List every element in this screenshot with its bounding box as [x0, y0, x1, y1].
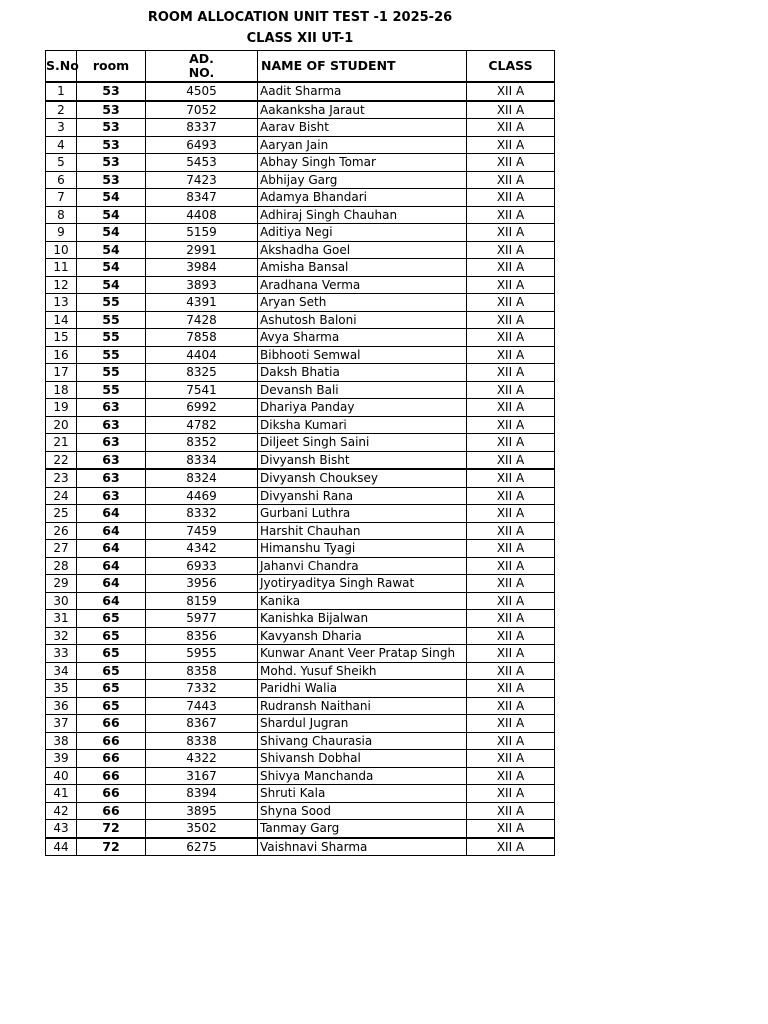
cell-student-name: Avya Sharma [258, 329, 467, 347]
cell-class: XII A [467, 224, 555, 242]
cell-class: XII A [467, 416, 555, 434]
cell-sno: 42 [46, 802, 77, 820]
cell-ad-no: 5453 [146, 154, 258, 172]
cell-student-name: Abhijay Garg [258, 171, 467, 189]
table-row [46, 224, 555, 242]
cell-student-name: Kanika [258, 592, 467, 610]
table-row [46, 610, 555, 628]
cell-sno: 1 [46, 82, 77, 101]
table-row [46, 469, 555, 487]
document-subtitle: CLASS XII UT-1 [246, 31, 354, 46]
cell-class: XII A [467, 820, 555, 838]
table-row [46, 820, 555, 838]
cell-student-name: Aaryan Jain [258, 136, 467, 154]
cell-ad-no: 8347 [146, 189, 258, 207]
cell-sno: 22 [46, 451, 77, 469]
cell-class: XII A [467, 785, 555, 803]
table-row [46, 715, 555, 733]
cell-room: 64 [77, 575, 146, 593]
cell-room: 55 [77, 329, 146, 347]
cell-student-name: Divyansh Chouksey [258, 469, 467, 487]
table-row [46, 505, 555, 523]
cell-room: 65 [77, 697, 146, 715]
table-row [46, 311, 555, 329]
cell-ad-no: 7332 [146, 680, 258, 698]
cell-class: XII A [467, 697, 555, 715]
cell-ad-no: 3893 [146, 276, 258, 294]
cell-sno: 12 [46, 276, 77, 294]
cell-class: XII A [467, 82, 555, 101]
table-row [46, 101, 555, 119]
cell-room: 54 [77, 259, 146, 277]
cell-sno: 2 [46, 101, 77, 119]
cell-room: 64 [77, 505, 146, 523]
cell-ad-no: 8367 [146, 715, 258, 733]
cell-sno: 31 [46, 610, 77, 628]
cell-room: 65 [77, 680, 146, 698]
cell-class: XII A [467, 505, 555, 523]
cell-class: XII A [467, 259, 555, 277]
cell-sno: 41 [46, 785, 77, 803]
cell-sno: 10 [46, 241, 77, 259]
table-row [46, 785, 555, 803]
cell-room: 66 [77, 732, 146, 750]
cell-class: XII A [467, 451, 555, 469]
header-ad-no [146, 51, 258, 83]
cell-student-name: Shyna Sood [258, 802, 467, 820]
cell-room: 54 [77, 276, 146, 294]
header-class: CLASS [467, 51, 555, 83]
cell-room: 53 [77, 136, 146, 154]
cell-sno: 28 [46, 557, 77, 575]
table-row [46, 276, 555, 294]
cell-room: 63 [77, 487, 146, 505]
cell-sno: 11 [46, 259, 77, 277]
table-row [46, 540, 555, 558]
cell-ad-no: 7423 [146, 171, 258, 189]
cell-sno: 30 [46, 592, 77, 610]
cell-student-name: Himanshu Tyagi [258, 540, 467, 558]
cell-ad-no: 6275 [146, 838, 258, 856]
cell-sno: 33 [46, 645, 77, 663]
cell-sno: 9 [46, 224, 77, 242]
table-row [46, 294, 555, 312]
cell-sno: 32 [46, 627, 77, 645]
cell-ad-no: 4342 [146, 540, 258, 558]
cell-room: 66 [77, 802, 146, 820]
cell-ad-no: 4391 [146, 294, 258, 312]
cell-ad-no: 2991 [146, 241, 258, 259]
cell-room: 63 [77, 399, 146, 417]
cell-room: 66 [77, 750, 146, 768]
cell-class: XII A [467, 645, 555, 663]
cell-sno: 24 [46, 487, 77, 505]
cell-class: XII A [467, 487, 555, 505]
cell-class: XII A [467, 434, 555, 452]
cell-ad-no: 8394 [146, 785, 258, 803]
cell-student-name: Divyanshi Rana [258, 487, 467, 505]
cell-student-name: Diksha Kumari [258, 416, 467, 434]
cell-ad-no: 8356 [146, 627, 258, 645]
cell-room: 55 [77, 364, 146, 382]
cell-sno: 43 [46, 820, 77, 838]
cell-sno: 6 [46, 171, 77, 189]
cell-student-name: Shruti Kala [258, 785, 467, 803]
cell-student-name: Adhiraj Singh Chauhan [258, 206, 467, 224]
cell-student-name: Shardul Jugran [258, 715, 467, 733]
cell-ad-no: 3502 [146, 820, 258, 838]
table-row [46, 206, 555, 224]
cell-ad-no: 7459 [146, 522, 258, 540]
cell-class: XII A [467, 662, 555, 680]
cell-ad-no: 5955 [146, 645, 258, 663]
cell-ad-no: 7428 [146, 311, 258, 329]
cell-room: 53 [77, 154, 146, 172]
cell-class: XII A [467, 329, 555, 347]
table-row [46, 241, 555, 259]
cell-sno: 39 [46, 750, 77, 768]
cell-room: 72 [77, 838, 146, 856]
cell-room: 64 [77, 592, 146, 610]
cell-student-name: Paridhi Walia [258, 680, 467, 698]
cell-ad-no: 3167 [146, 767, 258, 785]
cell-class: XII A [467, 767, 555, 785]
cell-class: XII A [467, 592, 555, 610]
cell-class: XII A [467, 627, 555, 645]
cell-ad-no: 7443 [146, 697, 258, 715]
cell-sno: 44 [46, 838, 77, 856]
header-row [46, 51, 555, 83]
cell-sno: 4 [46, 136, 77, 154]
cell-student-name: Harshit Chauhan [258, 522, 467, 540]
cell-student-name: Kanishka Bijalwan [258, 610, 467, 628]
cell-student-name: Ashutosh Baloni [258, 311, 467, 329]
cell-ad-no: 3895 [146, 802, 258, 820]
table-row [46, 802, 555, 820]
cell-sno: 16 [46, 346, 77, 364]
cell-ad-no: 4782 [146, 416, 258, 434]
cell-class: XII A [467, 838, 555, 856]
cell-ad-no: 3956 [146, 575, 258, 593]
cell-class: XII A [467, 101, 555, 119]
cell-class: XII A [467, 575, 555, 593]
cell-student-name: Aarav Bisht [258, 119, 467, 137]
cell-sno: 3 [46, 119, 77, 137]
cell-class: XII A [467, 171, 555, 189]
table-row [46, 451, 555, 469]
table-header [46, 51, 555, 83]
cell-class: XII A [467, 364, 555, 382]
header-ad-no-line2: NO. [188, 65, 215, 80]
cell-ad-no: 8358 [146, 662, 258, 680]
cell-room: 64 [77, 522, 146, 540]
cell-ad-no: 6992 [146, 399, 258, 417]
table-row [46, 522, 555, 540]
cell-student-name: Aryan Seth [258, 294, 467, 312]
cell-student-name: Diljeet Singh Saini [258, 434, 467, 452]
cell-class: XII A [467, 119, 555, 137]
cell-class: XII A [467, 522, 555, 540]
cell-room: 65 [77, 662, 146, 680]
table-row [46, 119, 555, 137]
table-row [46, 259, 555, 277]
table-row [46, 592, 555, 610]
table-row [46, 662, 555, 680]
cell-student-name: Kunwar Anant Veer Pratap Singh [258, 645, 467, 663]
table-row [46, 171, 555, 189]
cell-sno: 7 [46, 189, 77, 207]
cell-room: 66 [77, 767, 146, 785]
cell-class: XII A [467, 311, 555, 329]
cell-student-name: Gurbani Luthra [258, 505, 467, 523]
cell-room: 54 [77, 241, 146, 259]
cell-student-name: Jyotiryaditya Singh Rawat [258, 575, 467, 593]
cell-ad-no: 5977 [146, 610, 258, 628]
cell-class: XII A [467, 381, 555, 399]
cell-room: 63 [77, 416, 146, 434]
header-sno: S.No [46, 51, 77, 83]
cell-room: 64 [77, 540, 146, 558]
cell-sno: 34 [46, 662, 77, 680]
table-row [46, 750, 555, 768]
cell-sno: 19 [46, 399, 77, 417]
cell-student-name: Rudransh Naithani [258, 697, 467, 715]
cell-class: XII A [467, 294, 555, 312]
cell-student-name: Devansh Bali [258, 381, 467, 399]
table-row [46, 680, 555, 698]
cell-room: 64 [77, 557, 146, 575]
cell-ad-no: 8352 [146, 434, 258, 452]
cell-room: 53 [77, 171, 146, 189]
cell-ad-no: 4404 [146, 346, 258, 364]
cell-room: 66 [77, 715, 146, 733]
table-row [46, 627, 555, 645]
cell-ad-no: 4469 [146, 487, 258, 505]
table-row [46, 732, 555, 750]
cell-ad-no: 8159 [146, 592, 258, 610]
table-row [46, 487, 555, 505]
cell-student-name: Vaishnavi Sharma [258, 838, 467, 856]
cell-ad-no: 4322 [146, 750, 258, 768]
cell-class: XII A [467, 802, 555, 820]
cell-ad-no: 8338 [146, 732, 258, 750]
cell-room: 55 [77, 381, 146, 399]
cell-student-name: Aadit Sharma [258, 82, 467, 101]
cell-room: 54 [77, 189, 146, 207]
cell-sno: 18 [46, 381, 77, 399]
table-row [46, 838, 555, 856]
cell-student-name: Akshadha Goel [258, 241, 467, 259]
cell-ad-no: 3984 [146, 259, 258, 277]
cell-student-name: Shivya Manchanda [258, 767, 467, 785]
cell-sno: 37 [46, 715, 77, 733]
cell-student-name: Mohd. Yusuf Sheikh [258, 662, 467, 680]
table-row [46, 645, 555, 663]
cell-ad-no: 7541 [146, 381, 258, 399]
header-ad-no-line1: AD. [189, 51, 214, 66]
cell-student-name: Kavyansh Dharia [258, 627, 467, 645]
cell-class: XII A [467, 154, 555, 172]
cell-student-name: Amisha Bansal [258, 259, 467, 277]
cell-class: XII A [467, 732, 555, 750]
table-row [46, 767, 555, 785]
cell-room: 66 [77, 785, 146, 803]
cell-ad-no: 5159 [146, 224, 258, 242]
header-room: room [77, 51, 146, 83]
table-row [46, 82, 555, 101]
cell-class: XII A [467, 715, 555, 733]
cell-class: XII A [467, 540, 555, 558]
cell-sno: 40 [46, 767, 77, 785]
table-row [46, 399, 555, 417]
cell-sno: 13 [46, 294, 77, 312]
cell-room: 55 [77, 311, 146, 329]
cell-class: XII A [467, 136, 555, 154]
cell-sno: 27 [46, 540, 77, 558]
cell-ad-no: 4505 [146, 82, 258, 101]
cell-room: 53 [77, 101, 146, 119]
table-row [46, 364, 555, 382]
cell-student-name: Adamya Bhandari [258, 189, 467, 207]
cell-sno: 23 [46, 469, 77, 487]
cell-student-name: Abhay Singh Tomar [258, 154, 467, 172]
cell-sno: 25 [46, 505, 77, 523]
cell-sno: 36 [46, 697, 77, 715]
table-body [46, 82, 555, 856]
cell-student-name: Divyansh Bisht [258, 451, 467, 469]
cell-sno: 17 [46, 364, 77, 382]
cell-student-name: Jahanvi Chandra [258, 557, 467, 575]
cell-room: 65 [77, 627, 146, 645]
cell-ad-no: 6493 [146, 136, 258, 154]
cell-room: 55 [77, 294, 146, 312]
cell-student-name: Shivansh Dobhal [258, 750, 467, 768]
cell-class: XII A [467, 469, 555, 487]
cell-student-name: Shivang Chaurasia [258, 732, 467, 750]
cell-class: XII A [467, 346, 555, 364]
table-row [46, 154, 555, 172]
cell-sno: 15 [46, 329, 77, 347]
cell-student-name: Bibhooti Semwal [258, 346, 467, 364]
cell-room: 72 [77, 820, 146, 838]
cell-class: XII A [467, 206, 555, 224]
cell-sno: 21 [46, 434, 77, 452]
cell-class: XII A [467, 241, 555, 259]
cell-ad-no: 6933 [146, 557, 258, 575]
cell-class: XII A [467, 399, 555, 417]
table-row [46, 346, 555, 364]
cell-class: XII A [467, 610, 555, 628]
cell-room: 63 [77, 451, 146, 469]
cell-sno: 8 [46, 206, 77, 224]
cell-ad-no: 7052 [146, 101, 258, 119]
cell-sno: 26 [46, 522, 77, 540]
cell-sno: 35 [46, 680, 77, 698]
cell-ad-no: 8337 [146, 119, 258, 137]
document-title: ROOM ALLOCATION UNIT TEST -1 2025-26 [147, 10, 453, 25]
cell-room: 65 [77, 645, 146, 663]
cell-ad-no: 8325 [146, 364, 258, 382]
table-row [46, 697, 555, 715]
cell-ad-no: 8324 [146, 469, 258, 487]
cell-student-name: Aradhana Verma [258, 276, 467, 294]
cell-ad-no: 4408 [146, 206, 258, 224]
cell-room: 53 [77, 82, 146, 101]
cell-ad-no: 8332 [146, 505, 258, 523]
table-row [46, 381, 555, 399]
cell-sno: 29 [46, 575, 77, 593]
table-row [46, 136, 555, 154]
cell-room: 65 [77, 610, 146, 628]
header-name: NAME OF STUDENT [258, 51, 467, 83]
cell-sno: 5 [46, 154, 77, 172]
table-row [46, 434, 555, 452]
cell-room: 54 [77, 224, 146, 242]
cell-ad-no: 8334 [146, 451, 258, 469]
cell-class: XII A [467, 750, 555, 768]
cell-class: XII A [467, 276, 555, 294]
cell-student-name: Daksh Bhatia [258, 364, 467, 382]
cell-room: 63 [77, 469, 146, 487]
cell-student-name: Tanmay Garg [258, 820, 467, 838]
cell-class: XII A [467, 680, 555, 698]
cell-class: XII A [467, 189, 555, 207]
cell-sno: 14 [46, 311, 77, 329]
cell-student-name: Aditiya Negi [258, 224, 467, 242]
cell-room: 53 [77, 119, 146, 137]
table-row [46, 557, 555, 575]
cell-sno: 20 [46, 416, 77, 434]
cell-sno: 38 [46, 732, 77, 750]
cell-room: 63 [77, 434, 146, 452]
cell-room: 54 [77, 206, 146, 224]
cell-student-name: Dhariya Panday [258, 399, 467, 417]
table-row [46, 416, 555, 434]
table-row [46, 575, 555, 593]
table-row [46, 329, 555, 347]
cell-ad-no: 7858 [146, 329, 258, 347]
cell-class: XII A [467, 557, 555, 575]
cell-room: 55 [77, 346, 146, 364]
cell-student-name: Aakanksha Jaraut [258, 101, 467, 119]
table-row [46, 189, 555, 207]
room-allocation-table [45, 50, 555, 856]
